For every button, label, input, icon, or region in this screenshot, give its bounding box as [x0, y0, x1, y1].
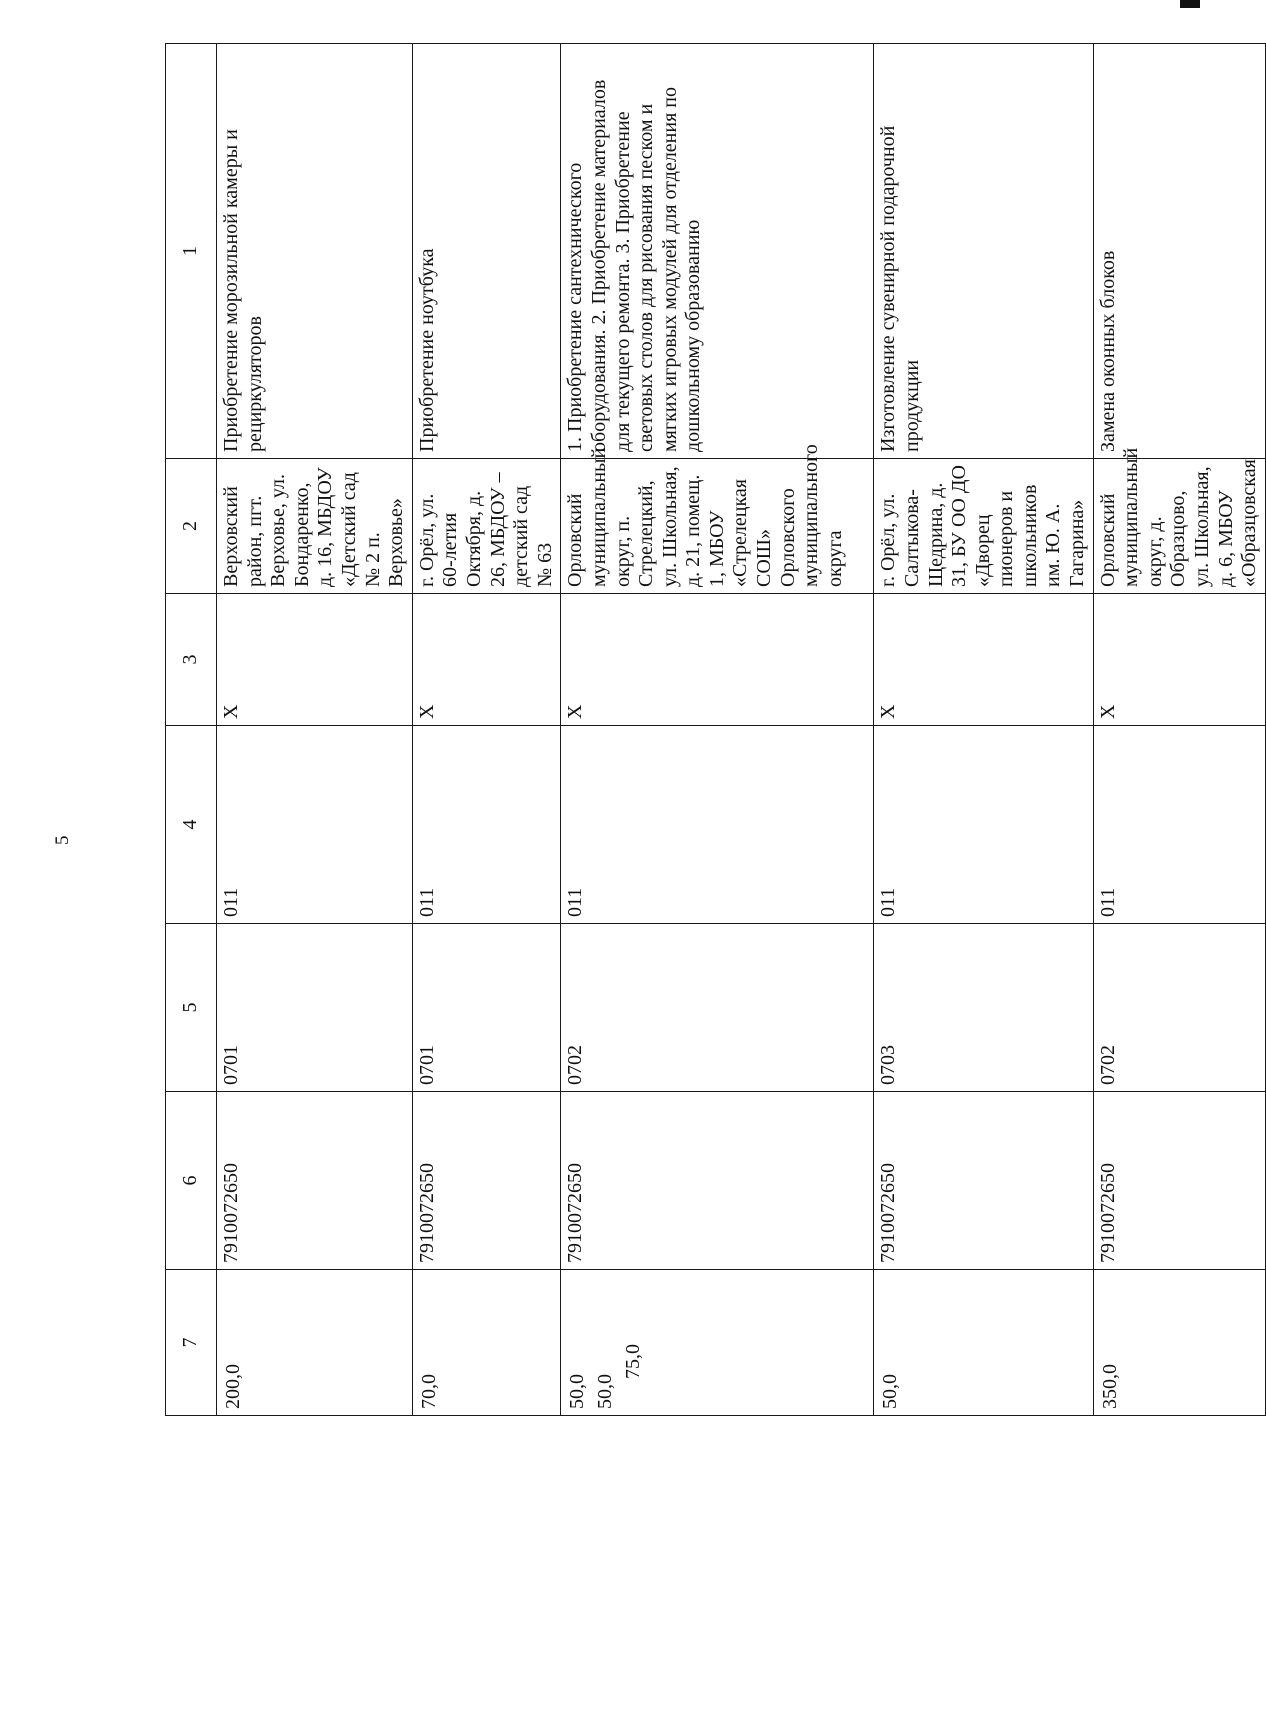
mark-cell: Х [412, 594, 561, 726]
code-cell: 7910072650 [1093, 1092, 1265, 1270]
code-cell: 7910072650 [412, 1092, 561, 1270]
rotated-table-container [165, 44, 1261, 1416]
header-cell-4: 4 [166, 726, 217, 924]
ministry-cell: 011 [217, 726, 413, 924]
ministry-cell: 011 [874, 726, 1093, 924]
header-cell-5: 5 [166, 924, 217, 1092]
measure-name-cell: Приобретение морозильной камеры и рециркуляторов [217, 44, 413, 459]
measure-name-cell: Замена оконных блоков [1093, 44, 1265, 459]
measures-table [165, 43, 1266, 1416]
measure-name-cell: Изготовление сувенирной подарочной продукции [874, 44, 1093, 459]
measure-name-cell: Приобретение ноутбука [412, 44, 561, 459]
table-row [874, 44, 1093, 1416]
amount-value: 50,0 [879, 1374, 902, 1409]
header-row [166, 44, 217, 1416]
mark-cell: Х [1093, 594, 1265, 726]
section-cell: 0701 [217, 924, 413, 1092]
address-cell: г. Орёл, ул. 60-летия Октября, д. 26, МБДОУ – детский сад № 63 [412, 459, 561, 594]
section-cell: 0703 [874, 924, 1093, 1092]
address-cell: г. Орёл, ул. Салтыкова-Щедрина, д. 31, БУ ОО ДО «Дворец пионеров и школьников им. Ю. А. Гагарина» [874, 459, 1093, 594]
ministry-cell: 011 [1093, 726, 1265, 924]
mark-cell: Х [874, 594, 1093, 726]
page-number: 5 [52, 835, 73, 845]
amount-cell [1093, 1270, 1265, 1416]
ministry-cell: 011 [412, 726, 561, 924]
header-cell-6: 6 [166, 1092, 217, 1270]
header-cell-1: 1 [166, 44, 217, 459]
code-cell: 7910072650 [561, 1092, 874, 1270]
table-row [412, 44, 561, 1416]
table-row [1093, 44, 1265, 1416]
amount-value: 50,0 [593, 1374, 616, 1409]
mark-cell: Х [217, 594, 413, 726]
amount-cell [874, 1270, 1093, 1416]
address-cell: Верховский район, пгт. Верховье, ул. Бондаренко, д. 16, МБДОУ «Детский сад № 2 п. Верховье» [217, 459, 413, 594]
section-cell: 0702 [1093, 924, 1265, 1092]
header-cell-7: 7 [166, 1270, 217, 1416]
amount-value: 75,0 [621, 1344, 644, 1379]
amount-cell [217, 1270, 413, 1416]
amount-value: 50,0 [566, 1374, 589, 1409]
address-cell: Орловский муниципальный округ, д. Образцово, ул. Школьная, д. 6, МБОУ «Образцовская [1093, 459, 1265, 594]
amount-value: 70,0 [417, 1374, 440, 1409]
section-cell: 0702 [561, 924, 874, 1092]
scan-edge-mark [1180, 0, 1200, 8]
amount-value: 200,0 [222, 1364, 244, 1409]
table-row [561, 44, 874, 1416]
amount-cell [412, 1270, 561, 1416]
amount-cell [561, 1270, 874, 1416]
ministry-cell: 011 [561, 726, 874, 924]
table-row [217, 44, 413, 1416]
amount-value: 350,0 [1098, 1364, 1121, 1409]
address-cell: Орловский муниципальный округ, п. Стрелецкий, ул. Школьная, д. 21, помещ. 1, МБОУ «Стрелецкая СОШ» Орловского муниципального округа [561, 459, 874, 594]
header-cell-3: 3 [166, 594, 217, 726]
header-cell-2: 2 [166, 459, 217, 594]
code-cell: 7910072650 [217, 1092, 413, 1270]
code-cell: 7910072650 [874, 1092, 1093, 1270]
section-cell: 0701 [412, 924, 561, 1092]
mark-cell: Х [561, 594, 874, 726]
measure-name-cell: 1. Приобретение сантехнического оборудования. 2. Приобретение материалов для текущего ремонта. 3. Приобретение световых столов для рисования песком и мягких игровых модулей для отделения по дошкольному образованию [561, 44, 874, 459]
